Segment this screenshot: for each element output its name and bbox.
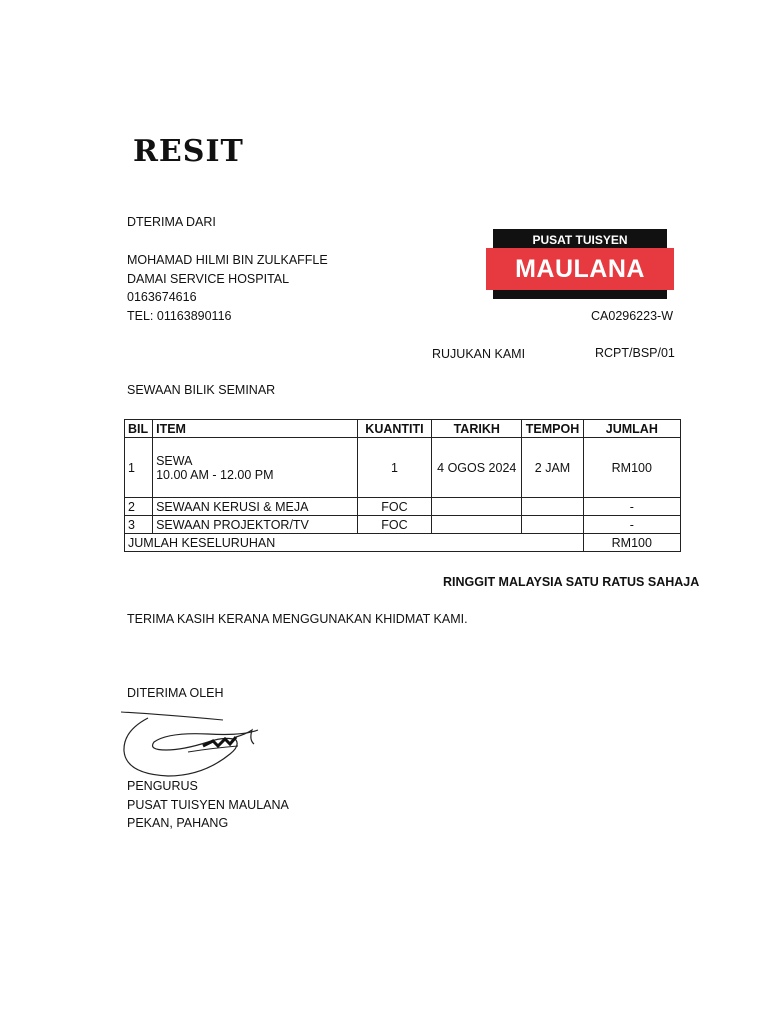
header-tempoh: TEMPOH bbox=[522, 420, 583, 438]
logo-main-text: MAULANA bbox=[486, 248, 674, 290]
receipt-title: RESIT bbox=[133, 134, 244, 169]
cell-kuantiti: FOC bbox=[357, 498, 431, 516]
cell-item: SEWAAN KERUSI & MEJA bbox=[153, 498, 358, 516]
header-tarikh: TARIKH bbox=[432, 420, 522, 438]
total-value: RM100 bbox=[583, 534, 680, 552]
received-by-label: DITERIMA OLEH bbox=[127, 686, 224, 700]
reference-label: RUJUKAN KAMI bbox=[432, 347, 526, 361]
signatory-location: PEKAN, PAHANG bbox=[127, 816, 229, 830]
customer-phone: 0163674616 bbox=[127, 290, 197, 304]
table-row bbox=[125, 516, 681, 534]
logo-top-text: PUSAT TUISYEN bbox=[493, 229, 667, 252]
cell-jumlah: - bbox=[583, 516, 680, 534]
thank-you-message: TERIMA KASIH KERANA MENGGUNAKAN KHIDMAT KAMI. bbox=[127, 612, 468, 626]
reference-value: RCPT/BSP/01 bbox=[595, 346, 675, 360]
cell-bil: 2 bbox=[125, 498, 153, 516]
items-table bbox=[124, 419, 681, 552]
table-row bbox=[125, 498, 681, 516]
item-time: 10.00 AM - 12.00 PM bbox=[156, 467, 274, 482]
total-row bbox=[125, 534, 681, 552]
signature-image bbox=[118, 706, 268, 782]
cell-kuantiti: 1 bbox=[357, 438, 431, 498]
table-header-row bbox=[125, 420, 681, 438]
signatory-organization: PUSAT TUISYEN MAULANA bbox=[127, 797, 289, 812]
cell-tempoh: 2 JAM bbox=[522, 438, 583, 498]
cell-kuantiti: FOC bbox=[357, 516, 431, 534]
customer-organization: DAMAI SERVICE HOSPITAL bbox=[127, 271, 290, 286]
description: SEWAAN BILIK SEMINAR bbox=[127, 383, 276, 397]
header-kuantiti: KUANTITI bbox=[357, 420, 431, 438]
cell-item bbox=[153, 438, 358, 498]
cell-tempoh bbox=[522, 516, 583, 534]
cell-item: SEWAAN PROJEKTOR/TV bbox=[153, 516, 358, 534]
company-registration: CA0296223-W bbox=[591, 309, 673, 323]
signatory-role: PENGURUS bbox=[127, 779, 198, 793]
amount-in-words: RINGGIT MALAYSIA SATU RATUS SAHAJA bbox=[443, 575, 700, 589]
cell-tarikh bbox=[432, 516, 522, 534]
customer-tel: TEL: 01163890116 bbox=[127, 308, 232, 323]
total-label: JUMLAH KESELURUHAN bbox=[125, 534, 584, 552]
cell-tarikh: 4 OGOS 2024 bbox=[432, 438, 522, 498]
received-from-label: DTERIMA DARI bbox=[127, 215, 216, 229]
table-row bbox=[125, 438, 681, 498]
logo-bottom-bar bbox=[493, 290, 667, 299]
cell-jumlah: - bbox=[583, 498, 680, 516]
header-item: ITEM bbox=[153, 420, 358, 438]
cell-tempoh bbox=[522, 498, 583, 516]
header-bil: BIL bbox=[125, 420, 153, 438]
cell-tarikh bbox=[432, 498, 522, 516]
customer-name: MOHAMAD HILMI BIN ZULKAFFLE bbox=[127, 253, 328, 267]
header-jumlah: JUMLAH bbox=[583, 420, 680, 438]
cell-bil: 3 bbox=[125, 516, 153, 534]
cell-bil: 1 bbox=[125, 438, 153, 498]
cell-jumlah: RM100 bbox=[583, 438, 680, 498]
item-name: SEWA bbox=[156, 453, 193, 468]
